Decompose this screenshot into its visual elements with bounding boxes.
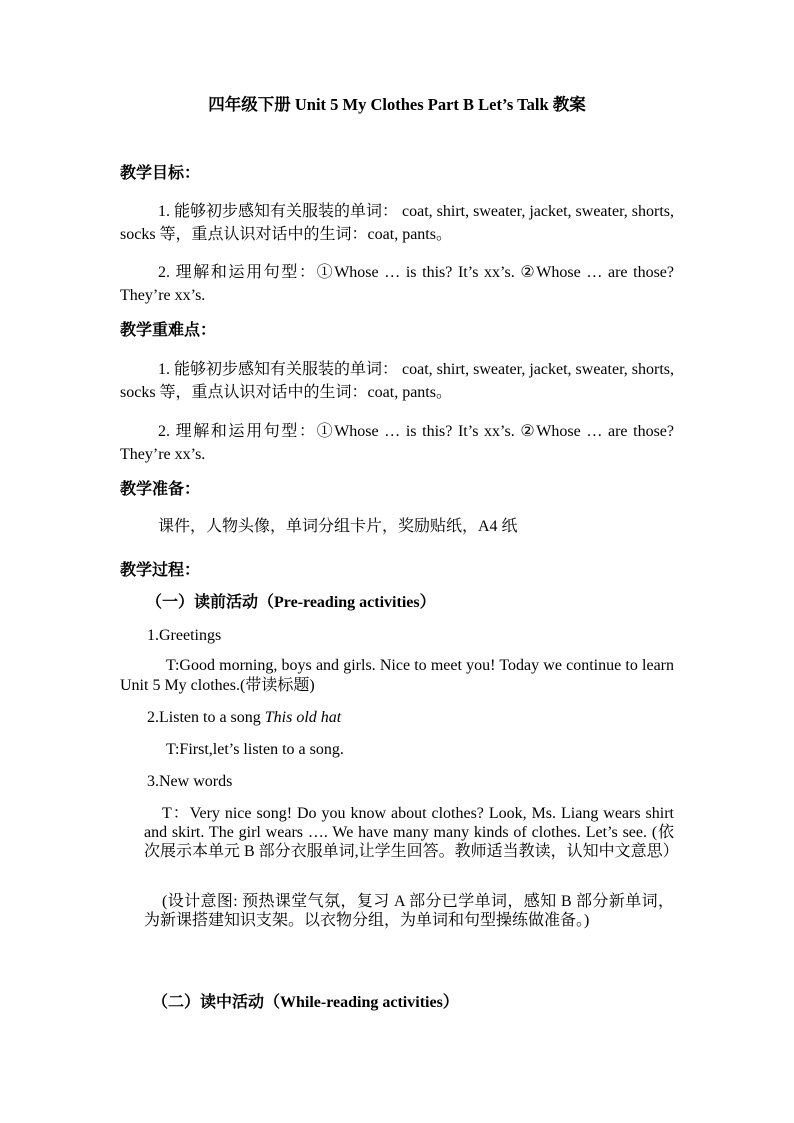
preparation-text: 课件，人物头像，单词分组卡片，奖励贴纸，A4 纸 xyxy=(158,518,518,535)
objectives-item-1: 1. 能够初步感知有关服装的单词： coat, shirt, sweater, jacket, sweater, shorts, socks 等，重点认识对话中的生词：coat, pants。 xyxy=(120,203,674,243)
document-title: 四年级下册 Unit 5 My Clothes Part B Let’s Talk 教案 xyxy=(208,95,586,114)
while-reading-title: （二）读中活动（While-reading activities） xyxy=(152,994,459,1011)
step-3-text: T：Very nice song! Do you know about clothes? Look, Ms. Liang wears shirt and skirt. The girl wears …. We have many many kinds of clothes. Let’s see. (依次展示本单元 B 部分衣服单词,让学生回答。教师适当教读，认知中文意思） xyxy=(144,805,679,860)
design-note: (设计意图: 预热课堂气氛，复习 A 部分已学单词，感知 B 部分新单词，为新课搭建知识支架。以衣物分组，为单词和句型操练做准备。) xyxy=(144,893,674,929)
process-heading: 教学过程： xyxy=(120,562,201,579)
key-points-heading: 教学重难点： xyxy=(120,322,217,339)
step-1-text: T:Good morning, boys and girls. Nice to meet you! Today we continue to learn Unit 5 My clothes.(带读标题) xyxy=(120,657,674,694)
key-points-item-1: 1. 能够初步感知有关服装的单词： coat, shirt, sweater, jacket, sweater, shorts, socks 等，重点认识对话中的生词：coat, pants。 xyxy=(120,361,674,401)
pre-reading-title: （一）读前活动（Pre-reading activities） xyxy=(146,594,436,611)
song-title: This old hat xyxy=(264,709,342,726)
objectives-heading: 教学目标： xyxy=(120,165,201,182)
objectives-item-2: 2. 理解和运用句型：①Whose … is this? It’s xx’s. ②Whose … are those? They’re xx’s. xyxy=(120,264,674,304)
key-points-item-2: 2. 理解和运用句型：①Whose … is this? It’s xx’s. ②Whose … are those? They’re xx’s. xyxy=(120,423,674,463)
preparation-heading: 教学准备： xyxy=(120,481,201,498)
step-1-title: 1.Greetings xyxy=(147,627,222,644)
step-2-title-prefix: 2.Listen to a song xyxy=(147,709,265,726)
step-3-title: 3.New words xyxy=(147,773,233,790)
step-2-title xyxy=(147,707,341,729)
step-2-text: T:First,let’s listen to a song. xyxy=(166,741,344,758)
